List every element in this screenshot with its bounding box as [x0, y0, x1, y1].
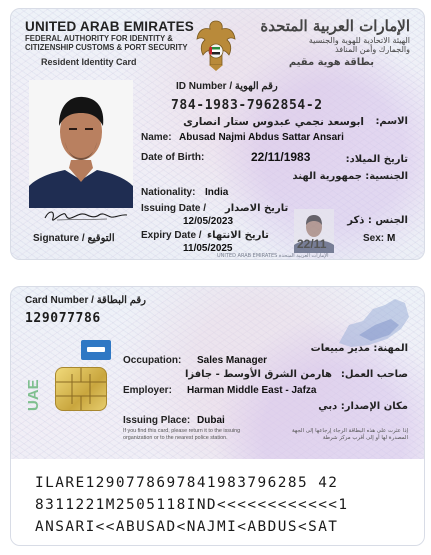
signature-image — [37, 206, 135, 226]
nationality-ar-value: جمهورية الهند — [292, 171, 362, 182]
card-number-value: 129077786 — [25, 311, 101, 326]
issuing-place-value: Dubai — [197, 415, 225, 426]
issuing-place-ar: مكان الإصدار: دبي — [318, 401, 408, 412]
name-ar-label: الاسم: — [375, 116, 408, 127]
return-notice-en-line-1: If you find this card, please return it to the issuing — [123, 428, 241, 434]
occupation-label: Occupation: — [123, 355, 182, 366]
authority-line-2: CITIZENSHIP CUSTOMS & PORT SECURITY — [25, 43, 188, 52]
nationality-value: India — [205, 187, 229, 198]
return-notice-en-line-2: organization or to the nearest police station. — [123, 435, 228, 441]
id-number-label: ID Number / رقم الهوية — [176, 81, 278, 92]
expiry-date-value: 11/05/2025 — [183, 243, 233, 254]
dob-label: Date of Birth: — [141, 152, 205, 163]
card-type-en: Resident Identity Card — [41, 57, 137, 67]
signature-label: Signature / التوقيع — [33, 233, 115, 244]
mrz-line-2: 8311221M2505118IND<<<<<<<<<<<<1 — [35, 497, 349, 513]
card-number-label: Card Number / رقم البطاقة — [25, 295, 146, 306]
nationality-ar-label: الجنسية: — [365, 171, 408, 182]
return-notice-ar-line-1: إذا عثرت على هذه البطاقة الرجاء إرجاعها إلى الجهة — [292, 428, 408, 434]
country-name-en: UNITED ARAB EMIRATES — [25, 19, 194, 34]
employer-value: Harman Middle East - Jafza — [187, 385, 317, 396]
employer-ar-value: هارمن الشرق الأوسط - جافزا — [184, 369, 332, 380]
sex-value: M — [387, 233, 396, 244]
employer-label: Employer: — [123, 385, 172, 396]
sex-label: Sex: — [363, 233, 385, 244]
name-ar-value: ابوسعد نجمي عبدوس ستار انصارى — [183, 116, 364, 128]
issuing-place-label: Issuing Place: — [123, 415, 191, 426]
holder-photo — [29, 80, 133, 208]
mrz-line-3: ANSARI<<ABUSAD<NAJMI<ABDUS<SAT — [35, 519, 339, 535]
issuing-date-ar-label: تاريخ الاصدار — [225, 203, 289, 214]
name-label: Name: — [141, 132, 172, 143]
expiry-date-label: Expiry Date / — [141, 230, 202, 241]
employer-ar-label: صاحب العمل: — [340, 369, 408, 380]
card-type-ar: بطاقة هوية مقيم — [288, 57, 374, 68]
country-name-ar: الإمارات العربية المتحدة — [260, 17, 410, 35]
authority-ar-line-1: الهيئة الاتحادية للهوية والجنسية — [308, 36, 410, 45]
dob-value: 22/11/1983 — [251, 150, 311, 164]
uae-vertical-label: UAE — [25, 379, 42, 411]
mrz-zone — [11, 459, 424, 545]
id-number-value: 784-1983-7962854-2 — [171, 98, 323, 113]
sex-ar-label: الجنس : ذكر — [347, 215, 408, 226]
authority-name-en — [25, 34, 188, 52]
portrait-image — [29, 80, 133, 208]
id-card-back — [10, 286, 425, 546]
microtext: UNITED ARAB EMIRATES الإمارات العربية المتحدة — [217, 253, 329, 259]
occupation-ar: المهنة: مدير مبيعات — [310, 343, 408, 354]
issuing-date-value: 12/05/2023 — [183, 216, 234, 227]
return-notice-ar — [292, 428, 408, 442]
mrz-line-1: ILARE1290778697841983796285 42 — [35, 475, 339, 491]
flag-hologram-icon — [81, 340, 111, 360]
falcon-emblem-icon — [195, 17, 237, 73]
issuing-date-label: Issuing Date / — [141, 203, 207, 214]
return-notice-en — [123, 428, 240, 442]
authority-ar-line-2: والجمارك وأمن المنافذ — [335, 45, 410, 54]
expiry-date-ar-label: تاريخ الانتهاء — [207, 230, 269, 241]
name-value: Abusad Najmi Abdus Sattar Ansari — [179, 132, 344, 143]
chip-contacts-icon — [56, 368, 106, 410]
ghost-dob: 22/11 — [297, 237, 327, 251]
occupation-value: Sales Manager — [197, 355, 268, 366]
authority-line-1: FEDERAL AUTHORITY FOR IDENTITY & — [25, 34, 173, 43]
chip-icon — [55, 367, 107, 411]
nationality-label: Nationality: — [141, 187, 196, 198]
id-card-front — [10, 8, 425, 260]
dob-ar-label: تاريخ الميلاد: — [345, 154, 408, 165]
authority-name-ar — [309, 36, 410, 54]
return-notice-ar-line-2: المصدرة لها أو إلى أقرب مركز شرطة — [322, 435, 408, 441]
